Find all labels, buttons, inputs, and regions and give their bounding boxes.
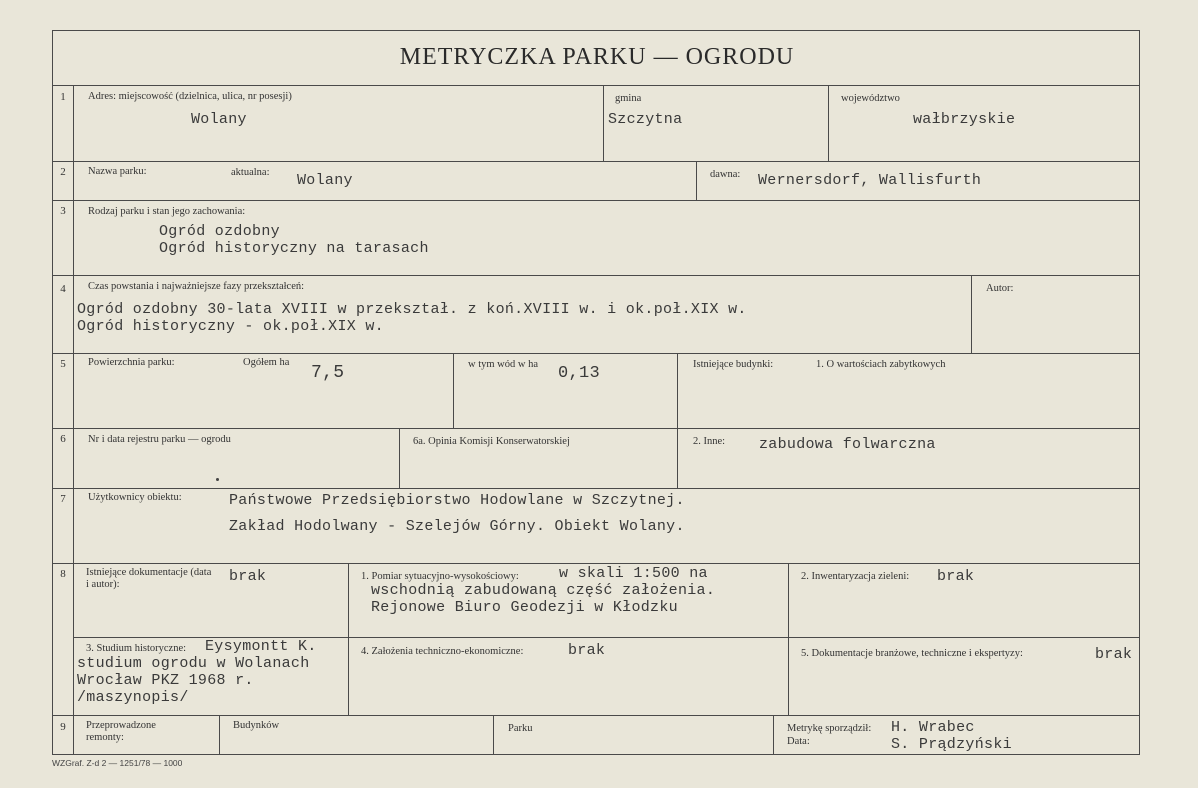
row8-divider-a — [348, 563, 349, 715]
row9-divider-c — [773, 715, 774, 754]
divider-row2 — [53, 200, 1139, 201]
tech-econ-label: 4. Założenia techniczno-ekonomiczne: — [361, 646, 524, 657]
origin-line1: Ogród ozdobny 30-lata XVIII w przekształ. z koń.XVIII w. i ok.poł.XIX w. — [77, 301, 747, 318]
prepared-by-value2: S. Prądzyński — [891, 736, 1012, 753]
historical-study-label: 3. Studium historyczne: — [86, 643, 187, 654]
survey-line1: w skali 1:500 na — [559, 565, 708, 582]
buildings-label: Istniejące budynki: — [693, 359, 774, 370]
origin-label: Czas powstania i najważniejsze fazy przekształceń: — [88, 281, 305, 292]
row6-divider-a — [399, 428, 400, 488]
wojewodztwo-label: województwo — [841, 93, 900, 104]
gmina-value: Szczytna — [608, 111, 683, 128]
former-name-label: dawna: — [710, 169, 741, 180]
tech-econ-value: brak — [568, 642, 606, 659]
wojewodztwo-value: wałbrzyskie — [913, 111, 1016, 128]
repairs-buildings-label: Budynków — [233, 720, 280, 731]
branch-docs-value: brak — [1095, 646, 1133, 663]
row-number: 8 — [60, 568, 66, 580]
divider-row6 — [53, 488, 1139, 489]
historic-buildings-label: 1. O wartościach zabytkowych — [816, 359, 946, 370]
existing-docs-label: Istniejące dokumentacje (data i autor): — [86, 567, 212, 590]
row4-divider — [971, 275, 972, 353]
row5-divider-a — [453, 353, 454, 428]
other-buildings-label: 2. Inne: — [693, 436, 726, 447]
divider-row7 — [53, 563, 1139, 564]
users-line1: Państwowe Przedsiębiorstwo Hodowlane w Szczytnej. — [229, 492, 685, 509]
row-number: 3 — [60, 205, 66, 217]
historical-study-line1: Eysymontt K. — [205, 638, 317, 655]
form-frame — [52, 30, 1140, 755]
register-label: Nr i data rejestru parku — ogrodu — [88, 434, 231, 445]
greenery-inventory-value: brak — [937, 568, 975, 585]
survey-label: 1. Pomiar sytuacyjno-wysokościowy: — [361, 571, 519, 582]
repairs-park-label: Parku — [508, 723, 533, 734]
divider-row3 — [53, 275, 1139, 276]
gmina-label: gmina — [615, 93, 642, 104]
row-number: 7 — [60, 493, 66, 505]
prepared-by-value1: H. Wrabec — [891, 719, 975, 736]
print-footer: WZGraf. Z-d 2 — 1251/78 — 1000 — [52, 758, 183, 768]
repairs-label: Przeprowadzone remonty: — [86, 720, 156, 743]
address-label: Adres: miejscowość (dzielnica, ulica, nr posesji) — [88, 91, 292, 102]
conservation-opinion-label: 6a. Opinia Komisji Konserwatorskiej — [413, 436, 570, 447]
former-name-value: Wernersdorf, Wallisfurth — [758, 172, 982, 189]
survey-line2: wschodnią zabudowaną część założenia. — [371, 582, 716, 599]
other-buildings-value: zabudowa folwarczna — [759, 436, 936, 453]
row2-divider — [696, 161, 697, 200]
row-number: 4 — [60, 283, 66, 295]
number-column-line — [73, 85, 74, 754]
area-label: Powierzchnia parku: — [88, 357, 175, 368]
row9-divider-b — [493, 715, 494, 754]
row1-divider-b — [828, 85, 829, 161]
historical-study-line4: /maszynopis/ — [77, 689, 189, 706]
water-area-value: 0,13 — [558, 364, 601, 383]
date-label: Data: — [787, 736, 810, 747]
row-number: 1 — [60, 91, 66, 103]
row5-divider-b — [677, 353, 678, 428]
users-line2: Zakład Hodolwany - Szelejów Górny. Obiekt Wolany. — [229, 518, 685, 535]
divider-row8 — [53, 715, 1139, 716]
row8-divider-b — [788, 563, 789, 715]
historical-study-line3: Wrocław PKZ 1968 r. — [77, 672, 254, 689]
branch-docs-label: 5. Dokumentacje branżowe, techniczne i ekspertyzy: — [801, 648, 1023, 659]
row1-divider-a — [603, 85, 604, 161]
row6-divider-b — [677, 428, 678, 488]
row-number: 9 — [60, 721, 66, 733]
divider-title — [53, 85, 1139, 86]
current-name-value: Wolany — [297, 172, 353, 189]
users-label: Użytkownicy obiektu: — [88, 492, 182, 503]
divider-row4 — [53, 353, 1139, 354]
park-type-label: Rodzaj parku i stan jego zachowania: — [88, 206, 246, 217]
historical-study-line2: studium ogrodu w Wolanach — [77, 655, 310, 672]
total-area-label: Ogółem ha — [243, 357, 290, 368]
park-type-line2: Ogród historyczny na tarasach — [159, 240, 429, 257]
greenery-inventory-label: 2. Inwentaryzacja zieleni: — [801, 571, 910, 582]
current-name-label: aktualna: — [231, 167, 270, 178]
row-number: 5 — [60, 358, 66, 370]
ink-speck — [216, 478, 219, 481]
divider-row5 — [53, 428, 1139, 429]
water-area-label: w tym wód w ha — [468, 359, 538, 370]
address-value: Wolany — [191, 111, 247, 128]
prepared-by-label: Metrykę sporządził: — [787, 723, 872, 734]
park-type-line1: Ogród ozdobny — [159, 223, 280, 240]
row9-divider-a — [219, 715, 220, 754]
total-area-value: 7,5 — [311, 363, 345, 383]
form-title: METRYCZKA PARKU — OGRODU — [399, 44, 795, 70]
park-name-label: Nazwa parku: — [88, 166, 147, 177]
author-label: Autor: — [986, 283, 1014, 294]
survey-line3: Rejonowe Biuro Geodezji w Kłodzku — [371, 599, 678, 616]
existing-docs-value: brak — [229, 568, 267, 585]
divider-row1 — [53, 161, 1139, 162]
origin-line2: Ogród historyczny - ok.poł.XIX w. — [77, 318, 384, 335]
row-number: 6 — [60, 433, 66, 445]
row-number: 2 — [60, 166, 66, 178]
